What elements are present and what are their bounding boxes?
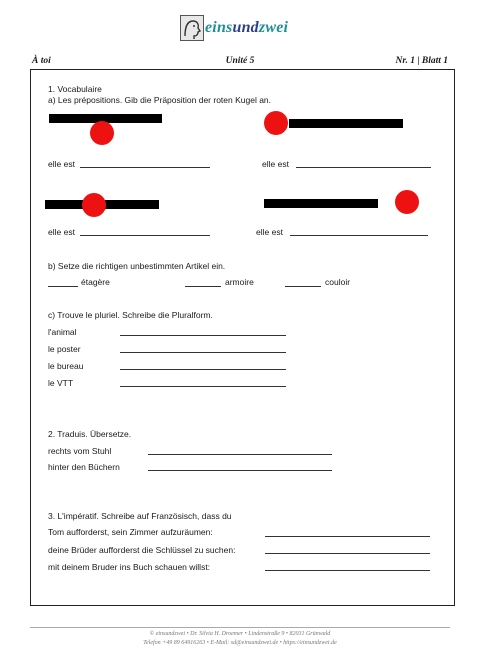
logo [180,14,288,42]
imperative-item-3: mit deinem Bruder ins Buch schauen willst: [48,562,211,572]
imperative-line-1[interactable] [265,536,430,537]
answer-line-1[interactable] [80,167,210,168]
worksheet-header [30,56,450,70]
red-ball-4 [395,190,419,214]
prompt-2: elle est [262,159,289,169]
article-line-3[interactable] [285,286,321,287]
section1-instruction-c: c) Trouve le pluriel. Schreibe die Pluralform. [48,310,213,320]
imperative-line-3[interactable] [265,570,430,571]
translate-line-2[interactable] [148,470,332,471]
footer-divider [30,627,450,628]
answer-line-4[interactable] [290,235,428,236]
footer-line-1: © einsundzwei • Dr. Silvia H. Droemer • Lindenstraße 9 • 82031 Grünwald [149,631,331,637]
answer-line-2[interactable] [296,167,431,168]
red-ball-2 [264,111,288,135]
footer-line-2: Telefon +49 89 64916263 • E-Mail: sd@einsundzwei.de • https://einsundzwei.de [143,640,337,646]
section1-instruction-b: b) Setze die richtigen unbestimmten Artikel ein. [48,261,226,271]
header-right: Nr. 1 | Blatt 1 [395,56,448,66]
logo-text-zwei: zwei [258,19,289,36]
header-center: Unité 5 [225,56,255,66]
section1-title: 1. Vocabulaire [48,84,102,94]
noun-1: étagère [81,277,110,287]
imperative-item-2: deine Brüder aufforderst die Schlüssel zu suchen: [48,545,236,555]
logo-face-icon [180,15,204,41]
plural-line-1[interactable] [120,335,286,336]
translate-item-2: hinter den Büchern [48,462,120,472]
bar-2 [289,119,403,128]
red-ball-1 [90,121,114,145]
article-line-2[interactable] [185,286,221,287]
header-left: À toi [32,56,51,66]
prompt-3: elle est [48,227,75,237]
plural-line-2[interactable] [120,352,286,353]
content-frame [30,69,455,606]
noun-3: couloir [325,277,351,287]
imperative-line-2[interactable] [265,553,430,554]
prompt-4: elle est [256,227,283,237]
translate-line-1[interactable] [148,454,332,455]
red-ball-3 [82,193,106,217]
logo-text-und: und [232,19,259,36]
plural-item-1: l'animal [48,327,77,337]
plural-line-3[interactable] [120,369,286,370]
imperative-item-1: Tom aufforderst, sein Zimmer aufzuräumen: [48,527,213,537]
section3-title: 3. L'impératif. Schreibe auf Französisch, dass du [48,511,232,521]
plural-item-2: le poster [48,344,81,354]
plural-item-3: le bureau [48,361,84,371]
plural-line-4[interactable] [120,386,286,387]
answer-line-3[interactable] [80,235,210,236]
section1-instruction-a: a) Les prépositions. Gib die Präposition der roten Kugel an. [48,95,272,105]
bar-4 [264,199,378,208]
plural-item-4: le VTT [48,378,74,388]
section2-title: 2. Traduis. Übersetze. [48,429,132,439]
translate-item-1: rechts vom Stuhl [48,446,112,456]
prompt-1: elle est [48,159,75,169]
logo-text-eins: eins [205,19,233,36]
noun-2: armoire [225,277,254,287]
article-line-1[interactable] [48,286,78,287]
